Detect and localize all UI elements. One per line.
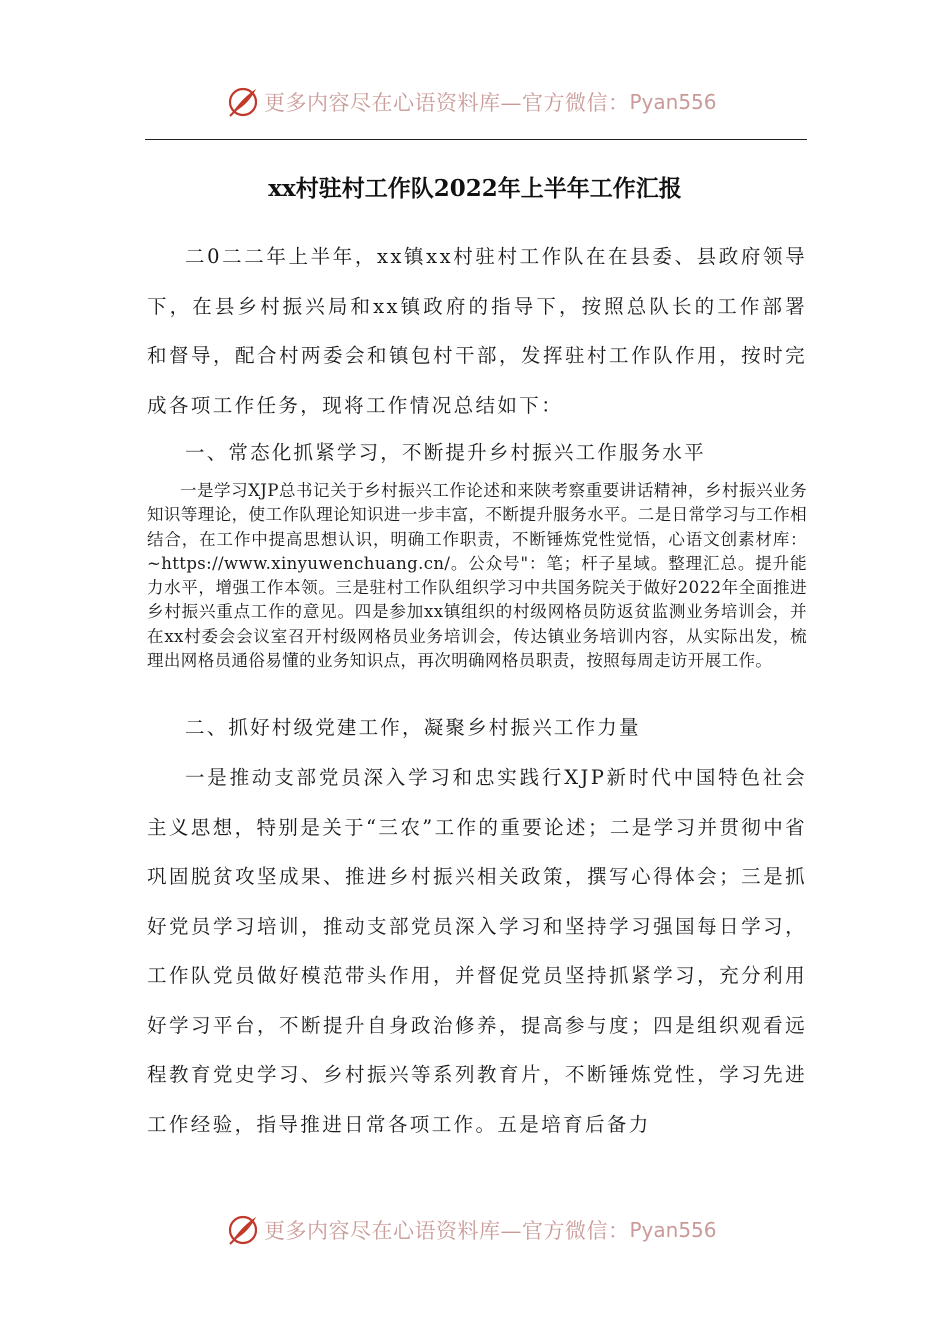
banner-text: 更多内容尽在心语资料库—官方微信： — [264, 91, 630, 115]
header-banner — [0, 80, 950, 124]
header-divider — [145, 139, 807, 140]
banner-text: 更多内容尽在心语资料库—官方微信： — [264, 1219, 630, 1243]
section1-heading: 一、常态化抓紧学习，不断提升乡村振兴工作服务水平 — [185, 441, 706, 464]
wechat-id: Pyan556 — [629, 1218, 717, 1242]
intro-paragraph: 二0二二年上半年，xx镇xx村驻村工作队在在县委、县政府领导下，在县乡村振兴局和xx镇政府的指导下，按照总队长的工作部署和督导，配合村两委会和镇包村干部，发挥驻村工作队作用，按时完成各项工作任务，现将工作情况总结如下： — [147, 245, 807, 417]
section2-body: 一是推动支部党员深入学习和忠实践行XJP新时代中国特色社会主义思想，特别是关于“三农”工作的重要论述；二是学习并贯彻中省巩固脱贫攻坚成果、推进乡村振兴相关政策，撰写心得体会；三是抓好党员学习培训，推动支部党员深入学习和坚持学习强国每日学习，工作队党员做好模范带头作用，并督促党员坚持抓紧学习，充分利用好学习平台，不断提升自身政治修养，提高参与度；四是组织观看远程教育党史学习、乡村振兴等系列教育片，不断锤炼党性，学习先进工作经验，指导推进日常各项工作。五是培育后备力 — [147, 766, 807, 1136]
section1-body: 一是学习XJP总书记关于乡村振兴工作论述和来陕考察重要讲话精神，乡村振兴业务知识等理论，使工作队理论知识进一步丰富，不断提升服务水平。二是日常学习与工作相结合，在工作中提高思想认识，明确工作职责，不断锤炼党性觉悟，心语文创素材库：~https://www.xinyuwenchuang.cn/。公众号"：笔；杆子星域。整理汇总。提升能力水平，增强工作本领。三是驻村工作队组织学习中共国务院关于做好2022年全面推进乡村振兴重点工作的意见。四是参加xx镇组织的村级网格员防返贫监测业务培训会，并在xx村委会会议室召开村级网格员业务培训会，传达镇业务培训内容，从实际出发，梳理出网格员通俗易懂的业务知识点，再次明确网格员职责，按照每周走访开展工作。 — [147, 481, 807, 671]
quill-logo-icon — [226, 1213, 260, 1247]
document-title: xx村驻村工作队2022年上半年工作汇报 — [268, 175, 682, 202]
quill-logo-icon — [226, 85, 260, 119]
footer-banner — [0, 1208, 950, 1252]
section2-heading: 二、抓好村级党建工作，凝聚乡村振兴工作力量 — [185, 716, 641, 739]
wechat-id: Pyan556 — [629, 90, 717, 114]
